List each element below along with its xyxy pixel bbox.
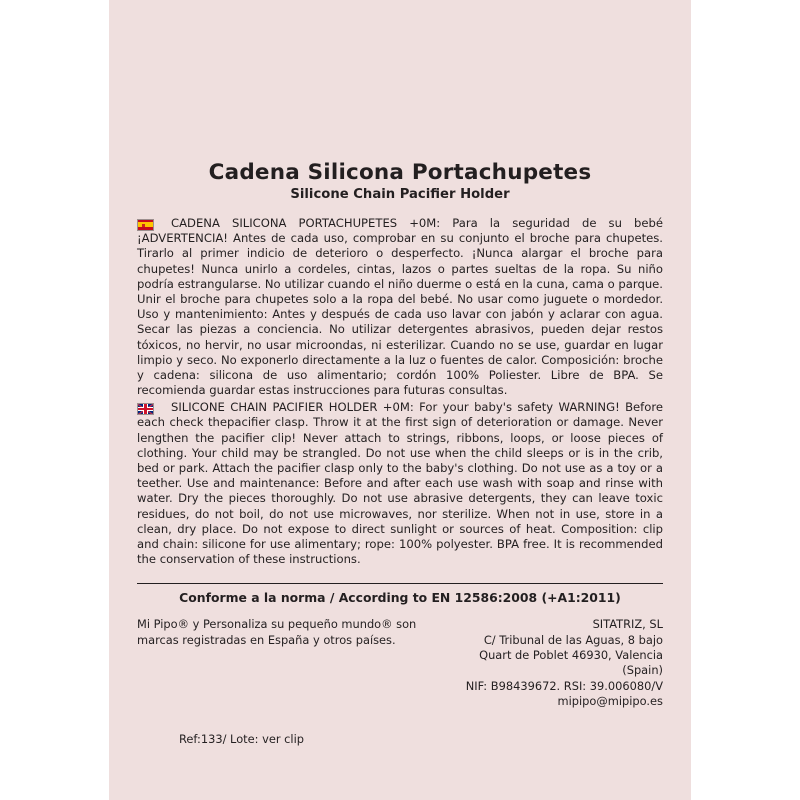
label-sheet (109, 0, 691, 800)
trademark-note: Mi Pipo® y Personaliza su pequeño mundo® son marcas registradas en España y otros países. (137, 617, 417, 647)
flag-spain-icon (137, 219, 154, 231)
instructions-english-text: SILICONE CHAIN PACIFIER HOLDER +0M: For your baby's safety WARNING! Before each check thepacifier clasp. Throw it at the first sign of deterioration or damage. Never lengthen the pacifier clip! Never attach to strings, ribbons, loops, or loose pieces of clothing. Your child may be strangled. Do not use when the child sleeps or is in the crib, bed or park. Attach the pacifier clasp only to the baby's clothing. Do not use as a toy or a teether. Use and maintenance: Before and after each use wash with soap and rinse with water. Dry the pieces thoroughly. Do not use abrasive detergents, they can leave toxic residues, do not boil, do not use microwaves, nor sterilize. When not in use, store in a clean, dry place. Do not expose to direct sunlight or sources of heat. Composition: clip and chain: silicone for use alimentary; rope: 100% polyester. BPA free. It is recommended the conservation of these instructions. (137, 400, 663, 567)
company-address-line2: Quart de Poblet 46930, Valencia (Spain) (479, 648, 663, 678)
company-email: mipipo@mipipo.es (557, 694, 663, 709)
page-title: Cadena Silicona Portachupetes (208, 160, 592, 185)
company-ids: NIF: B98439672. RSI: 39.006080/V (465, 678, 663, 693)
company-block (448, 617, 663, 709)
flag-uk-icon (137, 403, 154, 415)
footer-columns (137, 617, 663, 709)
instructions-english (137, 400, 663, 567)
standard-compliance: Conforme a la norma / According to EN 12586:2008 (+A1:2011) (137, 583, 663, 605)
instructions-spanish-text: CADENA SILICONA PORTACHUPETES +0M: Para la seguridad de su bebé ¡ADVERTENCIA! Antes de cada uso, comprobar en su conjunto el broche para chupetes. Tirarlo al primer indicio de deterioro o desperfecto. ¡Nunca alargar el broche para chupetes! Nunca unirlo a cordeles, cintas, lazos o partes sueltas de la ropa. Su niño podría estrangularse. No utilizar cuando el niño duerme o está en la cuna, cama o parque. Unir el broche para chupetes solo a la ropa del bebé. No usar como juguete o mordedor. Uso y mantenimiento: Antes y después de cada uso lavar con jabón y aclarar con agua. Secar las piezas a conciencia. No utilizar detergentes abrasivos, pueden dejar restos tóxicos, no hervir, no usar microondas, ni esterilizar. Cuando no se use, guardar en lugar limpio y seco. No exponerlo directamente a la luz o fuentes de calor. Composición: broche y cadena: silicona de uso alimentario; cordón 100% Poliester. Libre de BPA. Se recomienda guardar estas instrucciones para futuras consultas. (137, 216, 663, 398)
instructions-spanish (137, 216, 663, 398)
reference-lot: Ref:133/ Lote: ver clip (179, 731, 304, 746)
company-address-line1: C/ Tribunal de las Aguas, 8 bajo (483, 632, 663, 647)
company-name: SITATRIZ, SL (592, 617, 663, 632)
page-subtitle: Silicone Chain Pacifier Holder (290, 187, 510, 202)
label-content (137, 160, 663, 746)
